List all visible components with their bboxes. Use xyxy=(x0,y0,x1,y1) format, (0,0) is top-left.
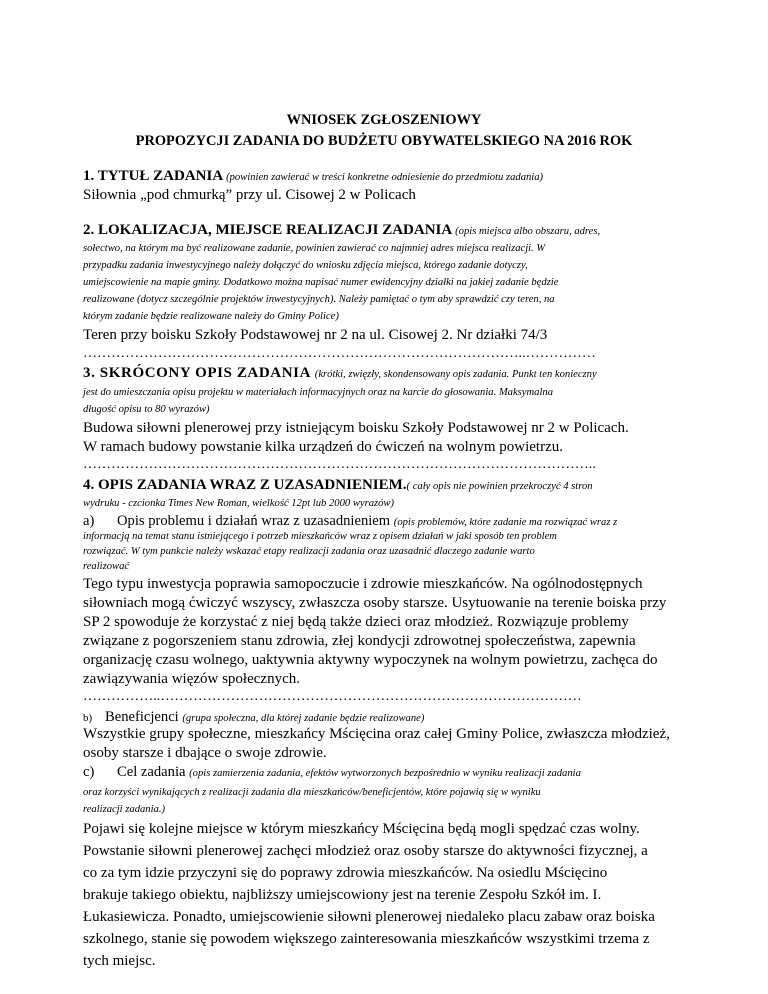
subsection-a-body-line: związane z pogorszeniem stanu zdrowia, złej kondycji zdrowotnej społeczeństwa, zapewnia xyxy=(83,633,636,649)
subsection-c-note-line: realizacji zadania.) xyxy=(83,804,165,815)
subsection-c-body-line: Powstanie siłowni plenerowej zachęci młodzież oraz osoby starsze do aktywności fizycznej, a xyxy=(83,843,648,859)
subsection-c-heading xyxy=(83,763,581,783)
section-3-dotted-line: ……………………………………………………………………………………………….. xyxy=(83,457,596,472)
section-3-note-line: jest do umieszczania opisu projektu w materiałach informacyjnych oraz na karcie do głosowania. Maksymalna xyxy=(83,387,553,398)
section-3-heading xyxy=(83,364,597,384)
document-title-line-1: WNIOSEK ZGŁOSZENIOWY xyxy=(286,112,482,128)
subsection-a-body-line: zawiązywania więzów społecznych. xyxy=(83,671,300,687)
section-3-note-line: długość opisu to 80 wyrazów) xyxy=(83,404,210,415)
subsection-a-body-line: organizację czasu wolnego, uaktywnia aktywny wypoczynek na wolnym powietrzu, zachęca do xyxy=(83,652,658,668)
subsection-a-note-line: realizować xyxy=(83,561,130,572)
section-2-note-line: umiejscowienie na mapie gminy. Dodatkowo można napisać numer ewidencyjny działki na jakiej zadanie będzie xyxy=(83,277,559,288)
section-3-note-first: (krótki, zwięzły, skondensowany opis zadania. Punkt ten konieczny xyxy=(314,369,597,380)
section-2-note-line: realizowane (dotycz szczególnie projektów inwestycyjnych). Należy pamiętać o tym aby sprawdzić czy teren, na xyxy=(83,294,555,305)
section-2-dotted-line: …………………………………………………………………………………..…………… xyxy=(83,346,596,361)
subsection-c-body-line: szkolnego, stanie się powodem większego zainteresowania mieszkańców wszystkimi trzema z xyxy=(83,931,650,947)
section-2-heading xyxy=(83,221,600,241)
subsection-a-body-line: Tego typu inwestycja poprawia samopoczucie i zdrowie mieszkańców. Na ogólnodostępnych xyxy=(83,576,643,592)
subsection-b-body-line: Wszystkie grupy społeczne, mieszkańcy Mścięcina oraz całej Gminy Police, zwłaszcza młodzież, xyxy=(83,726,670,742)
subsection-a-dotted-line: ……………..……………………………………………………………………………… xyxy=(83,689,582,704)
section-2-value: Teren przy boisku Szkoły Podstawowej nr 2 na ul. Cisowej 2. Nr działki 74/3 xyxy=(83,327,548,343)
subsection-c-body-line: Pojawi się kolejne miejsce w którym mieszkańcy Mścięcina będą mogli spędzać czas wolny. xyxy=(83,821,640,837)
subsection-b-body-line: osoby starsze i dbające o swoje zdrowie. xyxy=(83,745,327,761)
section-2-title: 2. LOKALIZACJA, MIEJSCE REALIZACJI ZADANIA xyxy=(83,222,452,238)
section-2-note-first: (opis miejsca albo obszaru, adres, xyxy=(455,226,601,237)
section-3-title: 3. SKRÓCONY OPIS ZADANIA xyxy=(83,365,312,381)
subsection-c-note-first: (opis zamierzenia zadania, efektów wytworzonych bezpośrednio w wyniku realizacji zadania xyxy=(189,768,581,779)
subsection-a-heading xyxy=(83,512,617,532)
subsection-c-note-line: oraz korzyści wynikających z realizacji zadania dla mieszkańców/beneficjentów, które pojawią się w wyniku xyxy=(83,787,541,798)
subsection-c-body-line: co za tym idzie przyczyni się do poprawy zdrowia mieszkańców. Na osiedlu Mścięcino xyxy=(83,865,608,881)
subsection-a-body-line: siłowniach mogą ćwiczyć wszyscy, zwłaszcza osoby starsze. Usytuowanie na terenie boiska przy xyxy=(83,595,667,611)
subsection-a-title: Opis problemu i działań wraz z uzasadnieniem xyxy=(117,513,391,529)
subsection-b-title: Beneficjenci xyxy=(105,709,179,725)
subsection-c-body-line: Łukasiewicza. Ponadto, umiejscowienie siłowni plenerowej niedaleko placu zabaw oraz boiska xyxy=(83,909,655,925)
subsection-a-note-line: informacją na temat stanu istniejącego i potrzeb mieszkańców wraz z opisem działań w jaki sposób ten problem xyxy=(83,531,557,542)
section-3-body-line: Budowa siłowni plenerowej przy istniejącym boisku Szkoły Podstawowej nr 2 w Policach. xyxy=(83,420,629,436)
section-1-title: 1. TYTUŁ ZADANIA xyxy=(83,168,223,184)
subsection-a-note-first: (opis problemów, które zadanie ma rozwiązać wraz z xyxy=(393,517,618,528)
subsection-c-label: c) xyxy=(83,764,95,780)
section-1-note: (powinien zawierać w treści konkretne odniesienie do przedmiotu zadania) xyxy=(226,172,544,183)
section-3-body-line: W ramach budowy powstanie kilka urządzeń do ćwiczeń na wolnym powietrzu. xyxy=(83,439,563,455)
subsection-a-body-line: SP 2 spowoduje że korzystać z niej będą także dzieci oraz młodzież. Rozwiązuje problemy xyxy=(83,614,629,630)
section-2-note-line: przypadku zadania inwestycyjnego należy dołączyć do wniosku zdjęcia miejsca, którego zadanie dotyczy, xyxy=(83,260,528,271)
section-1-value: Siłownia „pod chmurką” przy ul. Cisowej 2 w Policach xyxy=(83,187,416,203)
subsection-a-label: a) xyxy=(83,513,95,529)
section-4-heading xyxy=(83,476,593,496)
subsection-c-body-line: tych miejsc. xyxy=(83,953,156,969)
section-2-note-line: sołectwo, na którym ma być realizowane zadanie, powinien zawierać co najmniej adres miejsca realizacji. W xyxy=(83,243,546,254)
section-2-note-line: którym zadanie będzie realizowane należy do Gminy Police) xyxy=(83,311,339,322)
subsection-c-title: Cel zadania xyxy=(117,764,186,780)
section-4-title: 4. OPIS ZADANIA WRAZ Z UZASADNIENIEM. xyxy=(83,477,407,493)
subsection-a-note-line: rozwiązać. W tym punkcie należy wskazać etapy realizacji zadania oraz uzasadnić dlaczego zadanie warto xyxy=(83,546,535,557)
section-1-heading xyxy=(83,167,543,187)
subsection-b-note: (grupa społeczna, dla której zadanie będzie realizowane) xyxy=(182,713,425,724)
document-title-line-2: PROPOZYCJI ZADANIA DO BUDŻETU OBYWATELSKIEGO NA 2016 ROK xyxy=(135,133,633,149)
section-4-note-line: wydruku - czcionka Times New Roman, wielkość 12pt lub 2000 wyrazów) xyxy=(83,498,395,509)
section-4-note-first: ( cały opis nie powinien przekroczyć 4 stron xyxy=(406,481,593,492)
subsection-b-label: b) xyxy=(83,712,93,724)
subsection-c-body-line: brakuje takiego obiektu, najbliższy umiejscowiony jest na terenie Zespołu Szkół im. I. xyxy=(83,887,602,903)
